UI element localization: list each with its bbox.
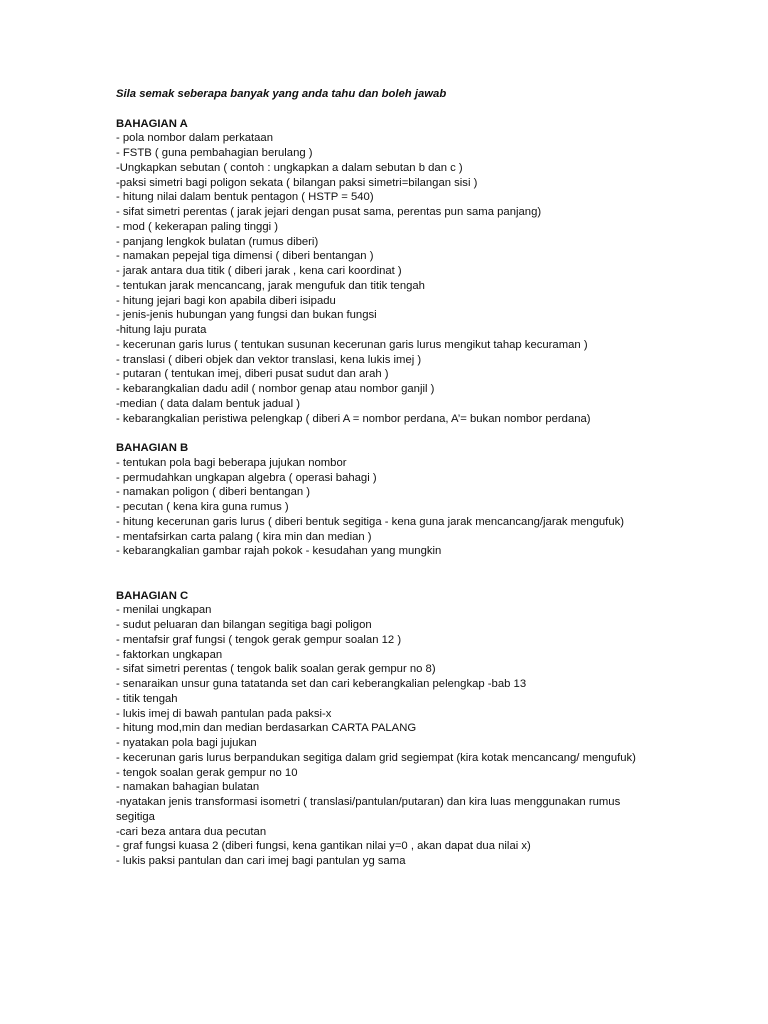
section-heading: BAHAGIAN C	[116, 589, 189, 602]
list-item: - hitung nilai dalam bentuk pentagon ( HSTP = 540)	[116, 191, 374, 204]
list-item: - sifat simetri perentas ( tengok balik soalan gerak gempur no 8)	[116, 663, 436, 676]
list-item: - mod ( kekerapan paling tinggi )	[116, 220, 279, 233]
list-item: - pecutan ( kena kira guna rumus )	[116, 501, 289, 513]
list-item: -cari beza antara dua pecutan	[116, 825, 267, 838]
topic-list	[116, 131, 756, 426]
list-item: - faktorkan ungkapan	[116, 648, 223, 661]
list-item: - putaran ( tentukan imej, diberi pusat sudut dan arah )	[116, 368, 389, 381]
list-item: - senaraikan unsur guna tatatanda set dan cari keberangkalian pelengkap -bab 13	[116, 678, 527, 690]
list-item: - tengok soalan gerak gempur no 10	[116, 766, 298, 779]
list-item: - pola nombor dalam perkataan	[116, 132, 273, 145]
list-item: - tentukan jarak mencancang, jarak mengufuk dan titik tengah	[116, 279, 425, 292]
topic-list	[116, 456, 756, 559]
list-item: - kecerunan garis lurus ( tentukan susunan kecerunan garis lurus mengikut tahap kecuraman )	[116, 338, 588, 351]
document-page	[116, 87, 756, 869]
list-item: - mentafsir graf fungsi ( tengok gerak gempur soalan 12 )	[116, 633, 402, 646]
section-bahagian-b	[116, 441, 756, 559]
list-item: - sifat simetri perentas ( jarak jejari dengan pusat sama, perentas pun sama panjang)	[116, 206, 542, 218]
spacer	[116, 426, 756, 441]
list-item: - namakan bahagian bulatan	[116, 781, 260, 794]
list-item: - mentafsirkan carta palang ( kira min dan median )	[116, 530, 372, 543]
list-item: - kecerunan garis lurus berpandukan segitiga dalam grid segiempat (kira kotak mencancang/ mengufuk)	[116, 751, 636, 764]
list-item: -paksi simetri bagi poligon sekata ( bilangan paksi simetri=bilangan sisi )	[116, 176, 478, 189]
list-item: - hitung jejari bagi kon apabila diberi isipadu	[116, 294, 336, 307]
intro-text: Sila semak seberapa banyak yang anda tahu dan boleh jawab	[116, 88, 447, 100]
list-item: - menilai ungkapan	[116, 604, 212, 617]
list-item: -Ungkapkan sebutan ( contoh : ungkapkan a dalam sebutan b dan c )	[116, 161, 463, 174]
list-item: - translasi ( diberi objek dan vektor translasi, kena lukis imej )	[116, 353, 422, 366]
list-item: - kebarangkalian dadu adil ( nombor genap atau nombor ganjil )	[116, 383, 435, 395]
list-item: - namakan poligon ( diberi bentangan )	[116, 486, 311, 499]
list-item: - graf fungsi kuasa 2 (diberi fungsi, kena gantikan nilai y=0 , akan dapat dua nilai x)	[116, 840, 531, 853]
list-item: - titik tengah	[116, 692, 178, 705]
section-bahagian-c	[116, 589, 756, 869]
spacer	[116, 102, 756, 117]
list-item: - hitung mod,min dan median berdasarkan CARTA PALANG	[116, 722, 417, 735]
list-item: - jenis-jenis hubungan yang fungsi dan bukan fungsi	[116, 309, 377, 322]
spacer	[116, 559, 756, 589]
list-item: - tentukan pola bagi beberapa jujukan nombor	[116, 456, 347, 469]
list-item: - namakan pepejal tiga dimensi ( diberi bentangan )	[116, 250, 374, 263]
list-item: - kebarangkalian gambar rajah pokok - kesudahan yang mungkin	[116, 545, 442, 558]
list-item: - kebarangkalian peristiwa pelengkap ( diberi A = nombor perdana, A’= bukan nombor perdana)	[116, 412, 591, 425]
section-heading: BAHAGIAN B	[116, 442, 189, 454]
section-heading: BAHAGIAN A	[116, 117, 188, 130]
list-item: - permudahkan ungkapan algebra ( operasi bahagi )	[116, 471, 377, 484]
list-item: - panjang lengkok bulatan (rumus diberi)	[116, 235, 319, 248]
list-item: - jarak antara dua titik ( diberi jarak , kena cari koordinat )	[116, 265, 402, 277]
list-item: - nyatakan pola bagi jujukan	[116, 737, 257, 749]
list-item: -hitung laju purata	[116, 324, 207, 336]
list-item: -nyatakan jenis transformasi isometri ( translasi/pantulan/putaran) dan kira luas menggunakan rumus segitiga	[116, 796, 621, 823]
list-item: - hitung kecerunan garis lurus ( diberi bentuk segitiga - kena guna jarak mencancang/jarak mengufuk)	[116, 515, 625, 528]
topic-list	[116, 603, 756, 869]
list-item: - lukis imej di bawah pantulan pada paksi-x	[116, 707, 332, 720]
list-item: - FSTB ( guna pembahagian berulang )	[116, 147, 313, 159]
list-item: -median ( data dalam bentuk jadual )	[116, 397, 300, 410]
section-bahagian-a	[116, 117, 756, 427]
list-item: - sudut peluaran dan bilangan segitiga bagi poligon	[116, 619, 372, 631]
list-item: - lukis paksi pantulan dan cari imej bagi pantulan yg sama	[116, 855, 406, 867]
